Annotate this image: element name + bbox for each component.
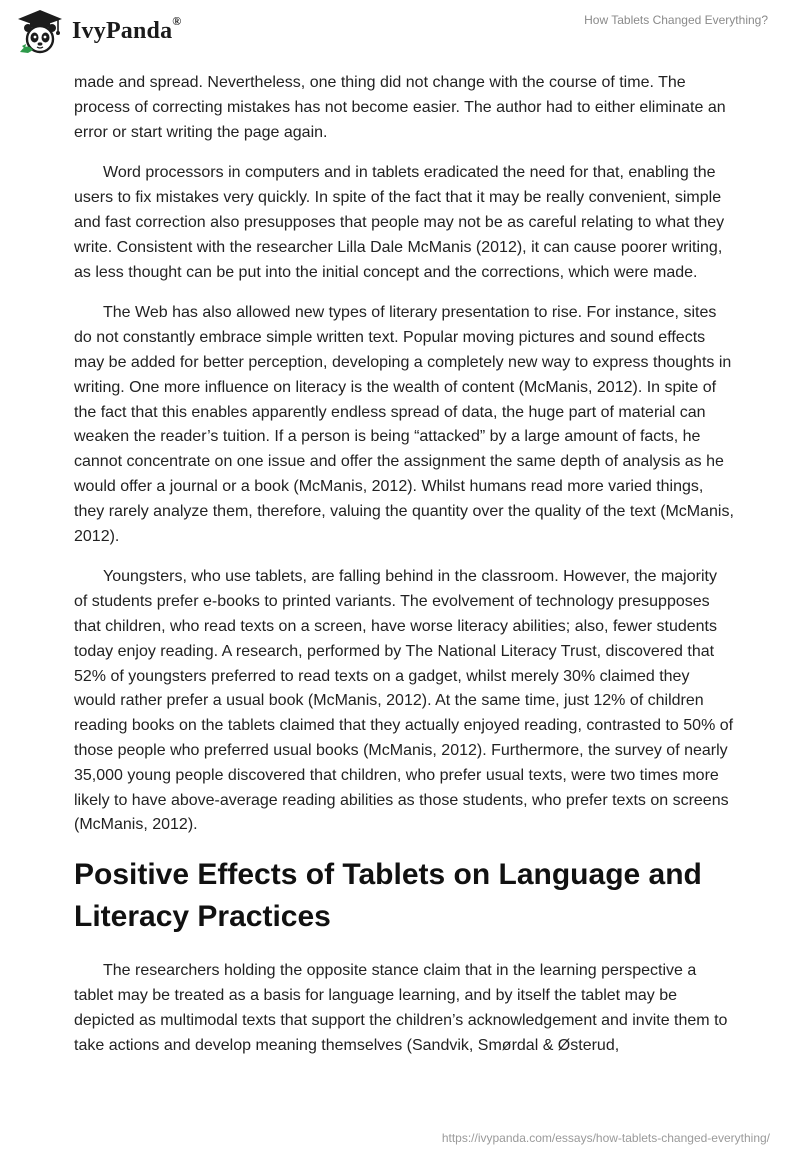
paragraph: The Web has also allowed new types of literary presentation to rise. For instance, sites do not constantly embrace simple written text. Popular moving pictures and sound effects may be added for better perception, developing a completely new way to express thoughts in writing. One more influence on literacy is the wealth of content (McManis, 2012). In spite of the fact that this enables apparently endless spread of data, the huge part of material can weaken the reader’s tuition. If a person is being “attacked” by a large amount of facts, he cannot concentrate on one issue and offer the assignment the same depth of analysis as he would offer a journal or a book (McManis, 2012). Whilst humans read more varied things, they rarely analyze them, therefore, valuing the quantity over the quality of the text (McManis, 2012).	[74, 304, 734, 545]
paragraph: Youngsters, who use tablets, are falling behind in the classroom. However, the majority of students prefer e-books to printed variants. The evolvement of technology presupposes that children, who read texts on a screen, have worse literacy abilities; also, fewer students today enjoy reading. A research, performed by The National Literacy Trust, discovered that 52% of youngsters preferred to read texts on a gadget, whilst merely 30% claimed they would rather prefer a usual book (McManis, 2012). At the same time, just 12% of children reading books on the tablets claimed that they actually enjoyed reading, contrasted to 50% of those people who preferred usual books (McManis, 2012). Furthermore, the survey of nearly 35,000 young people discovered that children, who prefer usual texts, were two times more likely to have above-average reading abilities as those students, who prefer texts on screens (McManis, 2012).	[74, 568, 734, 834]
document-title: How Tablets Changed Everything?	[584, 13, 768, 27]
ivypanda-logo[interactable]	[14, 8, 181, 54]
page-header	[0, 0, 800, 70]
paragraph: made and spread. Nevertheless, one thing did not change with the course of time. The process of correcting mistakes has not become easier. The author had to either eliminate an error or start writing the page again.	[74, 74, 726, 141]
panda-graduate-icon	[14, 8, 66, 54]
section-heading: Positive Effects of Tablets on Language and Literacy Practices	[74, 858, 702, 934]
source-url[interactable]: https://ivypanda.com/essays/how-tablets-changed-everything/	[441, 1131, 770, 1145]
essay-content	[74, 71, 734, 1074]
logo-wordmark: IvyPanda®	[72, 13, 182, 44]
paragraph: Word processors in computers and in tablets eradicated the need for that, enabling the users to fix mistakes very quickly. In spite of the fact that it may be really convenient, simple and fast correction also presupposes that people may not be as careful relating to what they write. Consistent with the researcher Lilla Dale McManis (2012), it can cause poorer writing, as less thought can be put into the initial concept and the corrections, which were made.	[74, 164, 725, 281]
paragraph: The researchers holding the opposite stance claim that in the learning perspective a tablet may be treated as a basis for language learning, and by itself the tablet may be depicted as multimodal texts that support the children’s acknowledgement and invite them to take actions and develop meaning themselves (Sandvik, Smørdal & Østerud,	[74, 962, 728, 1054]
